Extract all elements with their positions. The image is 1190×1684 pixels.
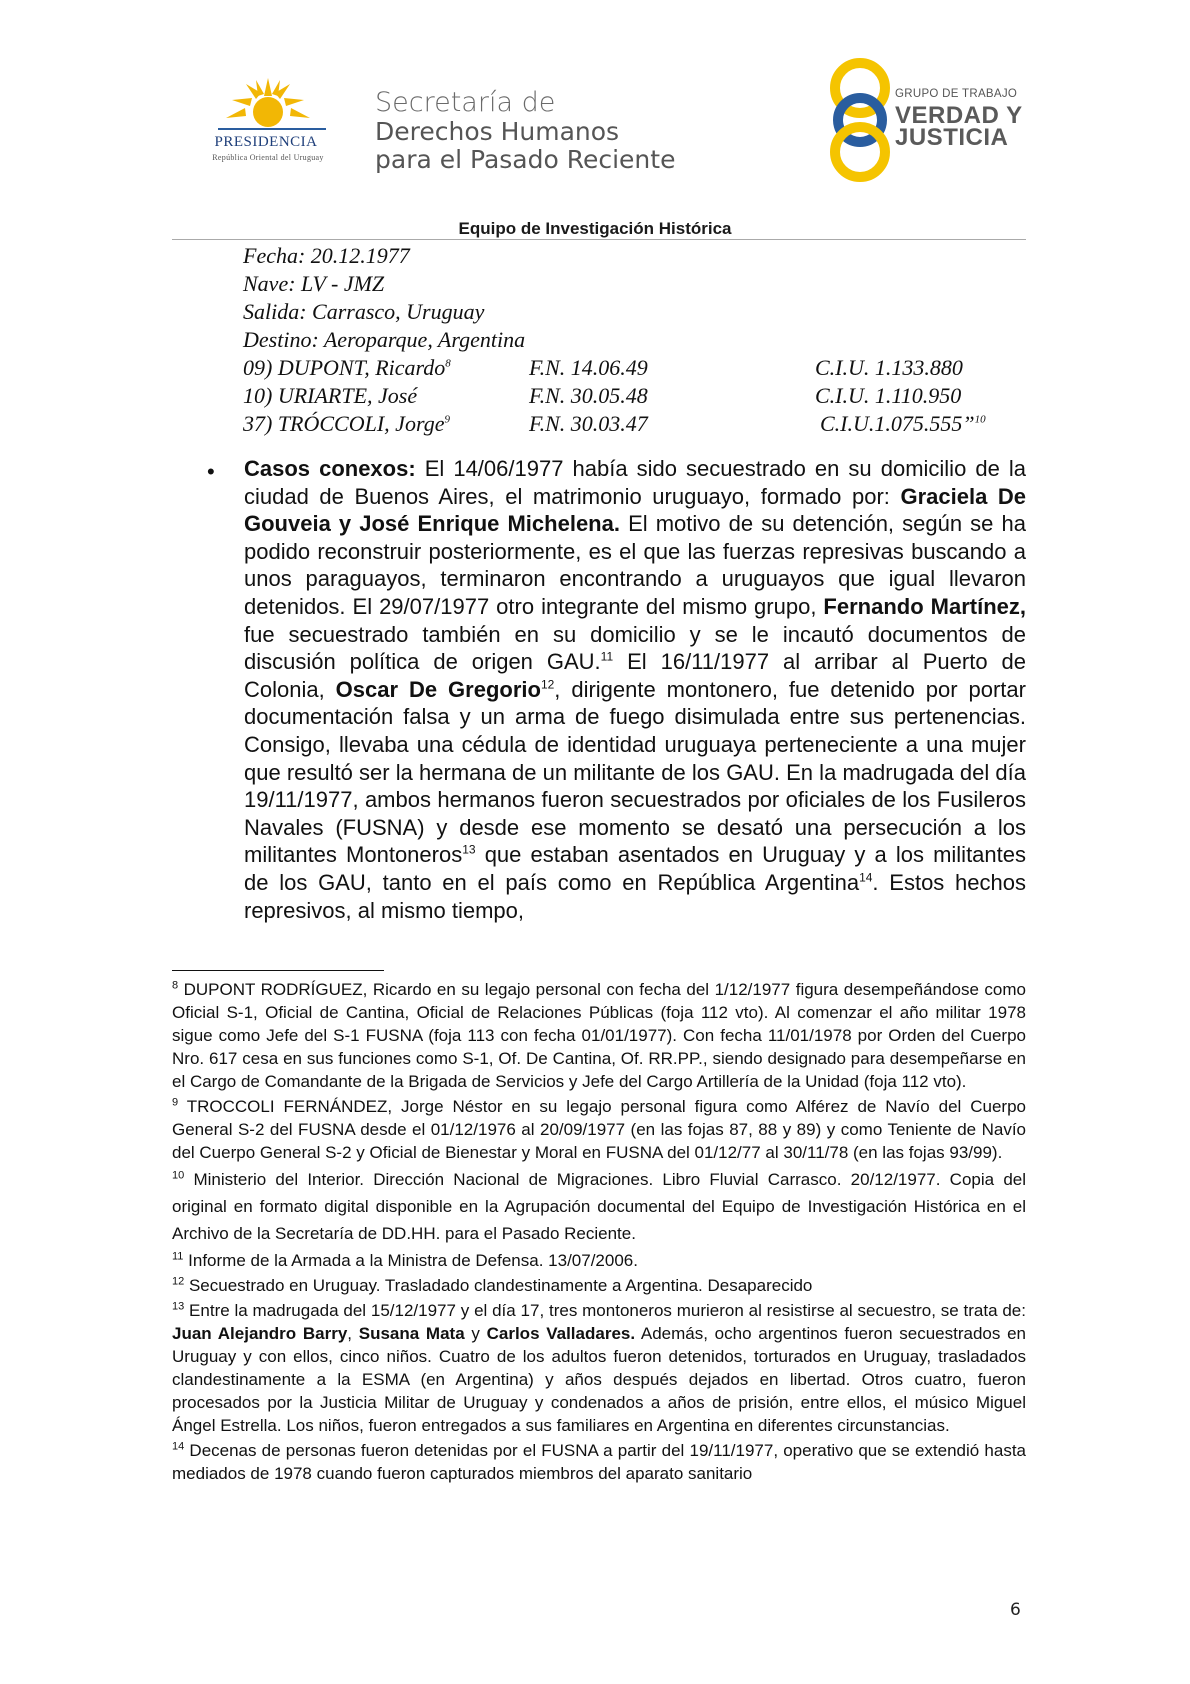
secretaria-line-2: Derechos Humanos (375, 117, 620, 147)
presidencia-logo (198, 78, 358, 176)
grupo-big-label-2: JUSTICIA (895, 124, 1009, 151)
passenger-name: 10) URIARTE, José (243, 383, 418, 408)
passenger-ciu: C.I.U.1.075.555”$^{10}$ (820, 411, 986, 436)
footnote-8: $^8$ DUPONT RODRÍGUEZ, Ricardo en su legajo personal con fecha del 1/12/1977 figura desempeñándose como Oficial S-1, Oficial de Cantina, Oficial de Relaciones Públicas (foja 112 vto). Al comenzar el año militar 1978 sigue como Jefe del S-1 FUSNA (foja 113 con fecha 01/01/1977). Con fecha 11/01/1978 por Orden del Cuerpo Nro. 617 cesa en sus funciones como S-1, Of. De Cantina, Of. RR.PP., siendo designado para desempeñarse en el Cargo de Comandante de la Brigada de Servicios y Jefe del Cargo Artillería de la Unidad (foja 112 vto). (172, 979, 1026, 1091)
record-destino: Destino: Aeroparque, Argentina (243, 327, 526, 352)
header-divider (172, 239, 1026, 240)
footnote-ref: 12 (540, 677, 555, 692)
passenger-ciu: C.I.U. 1.110.950 (815, 383, 962, 408)
record-salida: Salida: Carrasco, Uruguay (243, 299, 485, 324)
record-fecha: Fecha: 20.12.1977 (243, 243, 410, 268)
presidencia-label: PRESIDENCIA (214, 134, 318, 150)
passenger-ciu: C.I.U. 1.133.880 (815, 355, 963, 380)
footnote-divider (172, 970, 384, 971)
page-number: 6 (1010, 1600, 1021, 1620)
passenger-name: 37) TRÓCCOLI, Jorge$^9$ (243, 411, 450, 436)
team-title: Equipo de Investigación Histórica (458, 219, 732, 238)
passenger-name: 09) DUPONT, Ricardo$^8$ (243, 355, 451, 380)
rings-icon (820, 56, 900, 184)
secretaria-line-1: Secretaría de (375, 87, 556, 118)
footnote-13: $^{13}$ Entre la madrugada del 15/12/1977 y el día 17, tres montoneros murieron al resistirse al secuestro, se trata de: Juan Alejandro Barry, Susana Mata y Carlos Valladares. Además, ocho argentinos fueron secuestrados en Uruguay y con ellos, cinco niños. Cuatro de los adultos fueron detenidos, torturados en Uruguay, trasladados clandestinamente a la ESMA (en Argentina) y años después dejados en libertad. Otros cuatro, fueron procesados por la Justicia Militar de Uruguay y condenados a años de prisión, entre ellos, el músico Miguel Ángel Estrella. Los niños, fueron entregados a sus familiares en Argentina en diferentes circunstancias. (172, 1300, 1026, 1435)
presidencia-sublabel: República Oriental del Uruguay (212, 153, 324, 162)
passenger-fn: F.N. 14.06.49 (529, 355, 648, 380)
footnote-14: $^{14}$ Decenas de personas fueron detenidas por el FUSNA a partir del 19/11/1977, operativo que se extendió hasta mediados de 1978 cuando fueron capturados miembros del aparato sanitario (172, 1440, 1026, 1483)
grupo-small-label: GRUPO DE TRABAJO (895, 88, 1018, 100)
grupo-big-label-1: VERDAD Y (895, 102, 1023, 129)
secretaria-line-3: para el Pasado Reciente (375, 145, 676, 175)
passenger-fn: F.N. 30.03.47 (529, 411, 648, 436)
footnotes (172, 978, 1026, 1487)
footnote-12: $^{12}$ Secuestrado en Uruguay. Trasladado clandestinamente a Argentina. Desaparecido (172, 1275, 813, 1295)
paragraph-label: Casos conexos: (244, 456, 416, 481)
footnote-ref: 13 (462, 842, 476, 857)
footnote-10: $^{10}$ Ministerio del Interior. Dirección Nacional de Migraciones. Libro Fluvial Carrasco. 20/12/1977. Copia del original en formato digital disponible en la Agrupación documental del Equipo de Investigación Histórica en el Archivo de la Secretaría de DD.HH. para el Pasado Reciente. (172, 1169, 1026, 1243)
footnote-9: $^9$ TROCCOLI FERNÁNDEZ, Jorge Néstor en su legajo personal figura como Alférez de Navío del Cuerpo General S-2 del FUSNA desde el 01/12/1976 al 20/09/1977 (en las fojas 87, 88 y 89) y como Teniente de Navío del Cuerpo General S-2 y Oficial de Bienestar y Moral en FUSNA del 01/12/77 al 30/11/78 (en las fojas 93/99). (172, 1096, 1026, 1162)
footnote-ref: 11 (600, 649, 614, 664)
casos-conexos-paragraph: Casos conexos: El 14/06/1977 había sido secuestrado en su domicilio de la ciudad de Buenos Aires, el matrimonio uruguayo, formado por: Graciela De Gouveia y José Enrique Michelena. El motivo de su detención, según se ha podido reconstruir posteriormente, es el que las fuerzas represivas buscando a unos paraguayos, terminaron encontrando a uruguayos que igual llevaron detenidos. El 29/07/1977 otro integrante del mismo grupo, Fernando Martínez, fue secuestrado también en su domicilio y se le incautó documentos de discusión política de origen GAU.$^{11}$ El 16/11/1977 al arribar al Puerto de Colonia, Oscar De Gregorio$^{12}$, dirigente montonero, fue detenido por portar documentación falsa y un arma de fuego disimulada entre sus pertenencias. Consigo, llevaba una cédula de identidad uruguaya perteneciente a una mujer que resultó ser la hermana de un militante de los GAU. En la madrugada del día 19/11/1977, ambos hermanos fueron secuestrados por oficiales de los Fusileros Navales (FUSNA) y desde ese momento se desató una persecución a los militantes Montoneros$^{13}$ que estaban asentados en Uruguay y a los militantes de los GAU, tanto en el país como en República Argentina$^{14}$. Estos hechos represivos, al mismo tiempo, (244, 456, 1027, 923)
passenger-fn: F.N. 30.05.48 (529, 383, 648, 408)
record-nave: Nave: LV - JMZ (243, 271, 385, 296)
footnote-ref: 14 (859, 870, 873, 885)
footnote-11: $^{11}$ Informe de la Armada a la Ministra de Defensa. 13/07/2006. (172, 1250, 638, 1270)
secretaria-title (375, 88, 675, 174)
bullet-marker: • (207, 459, 215, 484)
